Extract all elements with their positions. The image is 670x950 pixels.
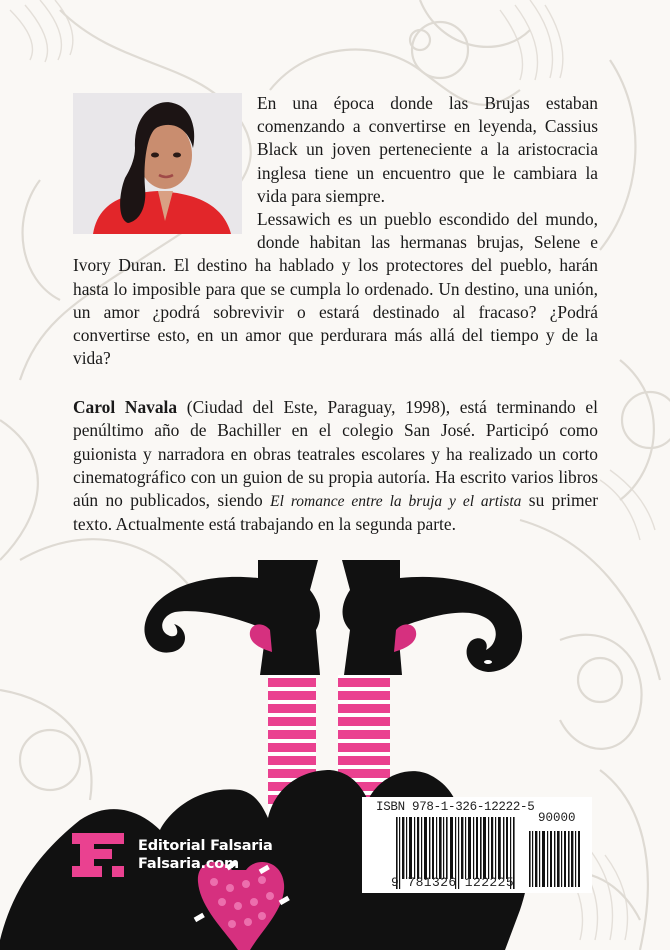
ean-digits: 9 781326 122225 (391, 875, 515, 890)
witch-boots (144, 560, 522, 675)
book-title: El romance entre la bruja y el artista (270, 493, 522, 511)
publisher-logo-icon (72, 833, 128, 877)
author-name: Carol Navala (73, 397, 178, 417)
publisher-website: Falsaria.com (138, 856, 239, 872)
isbn-barcode (362, 797, 592, 893)
publisher-imprint (72, 833, 273, 877)
barcode-addon-number: 90000 (538, 811, 576, 825)
isbn-label: ISBN 978-1-326-12222-5 (376, 800, 535, 814)
publisher-name: Editorial Falsaria (138, 838, 273, 854)
synopsis-paragraph-2: Lessawich es un pueblo escondido del mundo, donde habitan las hermanas brujas, Selene e Ivory Duran. El destino ha hablado y los protectores del pueblo, harán hasta lo imposible para que se cumpla lo ordenado. Un destino, una unión, un amor ¿podrá sobrevivir o estará destinado al fracaso? ¿Podrá convertirse esto, en un amor que perdurara más allá del tiempo y de la vida? (73, 209, 598, 369)
photo-float-spacer (73, 92, 257, 232)
book-synopsis (73, 92, 598, 370)
author-bio (73, 396, 598, 537)
bio-text-2: su primer texto. Actualmente está trabajando en la segunda parte. (73, 490, 599, 535)
synopsis-paragraph-1: En una época donde las Brujas estaban comenzando a convertirse en leyenda, Cassius Black un joven perteneciente a la aristocracia inglesa tiene un encuentro que le cambiara la vida para siempre. (257, 93, 598, 206)
bio-text-1: (Ciudad del Este, Paraguay, 1998), está terminando el penúltimo año de Bachiller en el colegio San José. Participó como guionista y narradora en obras teatrales escolares y ha realizado un corto cinematográfico con un guion de su propia autoría. Ha escrito varios libros aún no publicados, siendo (73, 397, 598, 511)
